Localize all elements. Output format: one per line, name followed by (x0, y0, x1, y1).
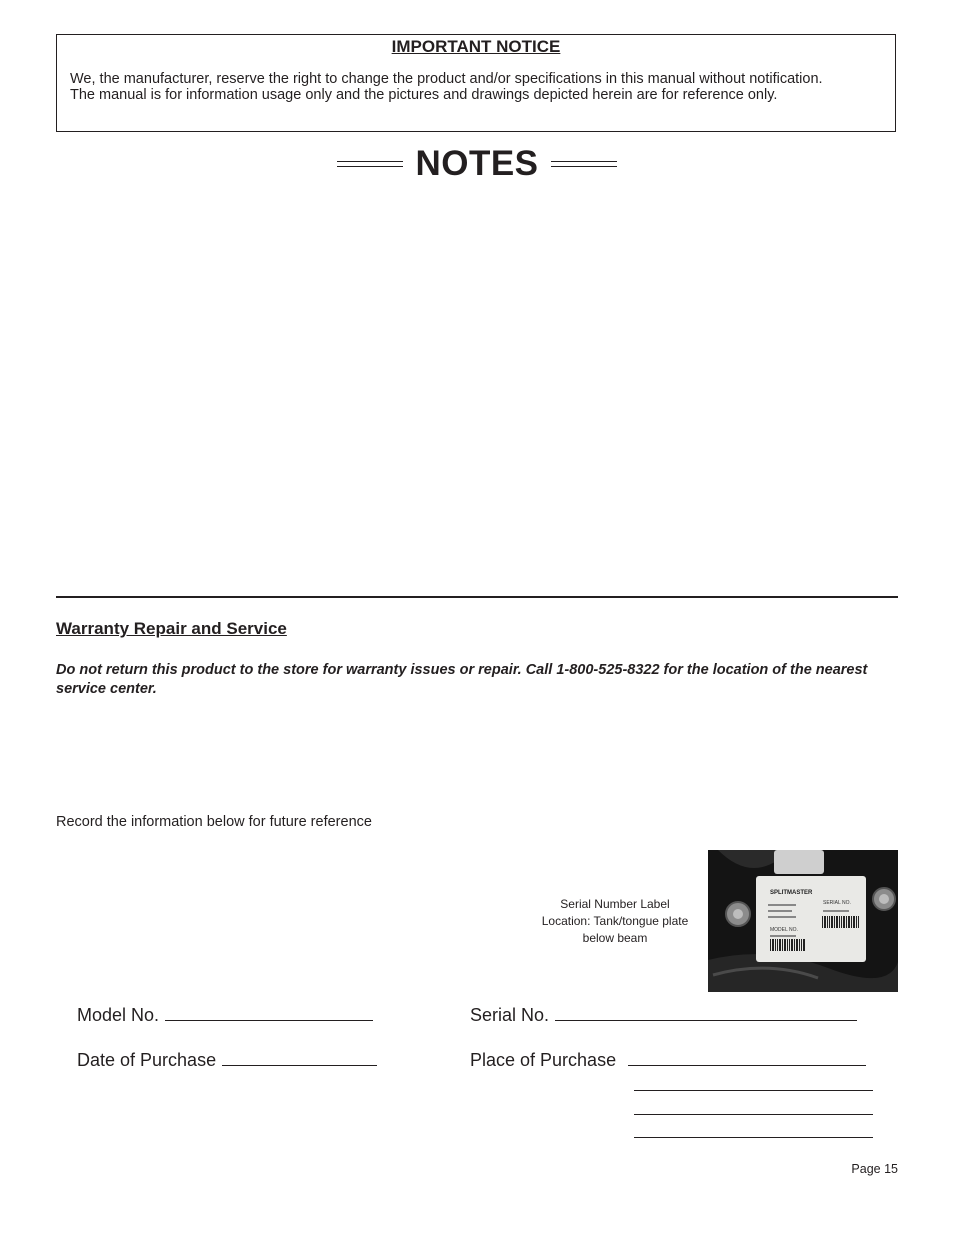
notes-title: NOTES (415, 144, 539, 183)
place-of-purchase-field (470, 1049, 866, 1071)
serial-label-photo-drawing (708, 850, 898, 992)
place-of-purchase-line-4[interactable] (634, 1137, 873, 1138)
serial-label-caption (520, 896, 710, 947)
caption-line-2: Location: Tank/tongue plate (541, 914, 689, 928)
serial-number-label: Serial No. (470, 1005, 550, 1025)
label-serial-text: SERIAL NO. (823, 900, 851, 906)
notice-title: IMPORTANT NOTICE (391, 37, 561, 56)
date-of-purchase-field (77, 1049, 377, 1071)
place-of-purchase-line-3[interactable] (634, 1114, 873, 1115)
serial-number-blank[interactable] (555, 1004, 857, 1021)
double-rule-left (337, 161, 403, 167)
place-of-purchase-line-2[interactable] (634, 1090, 873, 1091)
warranty-text: Do not return this product to the store for warranty issues or repair. Call 1-800-525-8322 for the location of the nearest service center. (56, 662, 868, 697)
caption-line-3: below beam (582, 931, 648, 945)
label-brand: SPLITMASTER (770, 890, 813, 896)
place-of-purchase-label: Place of Purchase (470, 1050, 617, 1070)
notice-text (70, 71, 890, 103)
serial-label-photo (708, 850, 898, 992)
notice-line-2: The manual is for information usage only and the pictures and drawings depicted herein are for reference only. (70, 87, 778, 103)
model-number-field (77, 1004, 373, 1026)
date-of-purchase-blank[interactable] (222, 1049, 377, 1066)
label-model-text: MODEL NO. (770, 927, 798, 933)
warranty-heading: Warranty Repair and Service (56, 619, 287, 638)
place-of-purchase-blank[interactable] (628, 1049, 866, 1066)
model-number-label: Model No. (77, 1005, 160, 1025)
model-number-blank[interactable] (165, 1004, 373, 1021)
section-divider (56, 596, 898, 598)
double-rule-right (551, 161, 617, 167)
important-notice-box (56, 34, 896, 132)
serial-number-field (470, 1004, 857, 1026)
notice-line-1: We, the manufacturer, reserve the right to change the product and/or specifications in this manual without notification. (70, 71, 823, 87)
record-instruction: Record the information below for future reference (56, 814, 372, 830)
notes-heading (0, 142, 954, 186)
caption-line-1: Serial Number Label (560, 897, 670, 911)
date-of-purchase-label: Date of Purchase (77, 1050, 217, 1070)
model-barcode (770, 939, 805, 951)
page-number: Page 15 (851, 1162, 898, 1176)
